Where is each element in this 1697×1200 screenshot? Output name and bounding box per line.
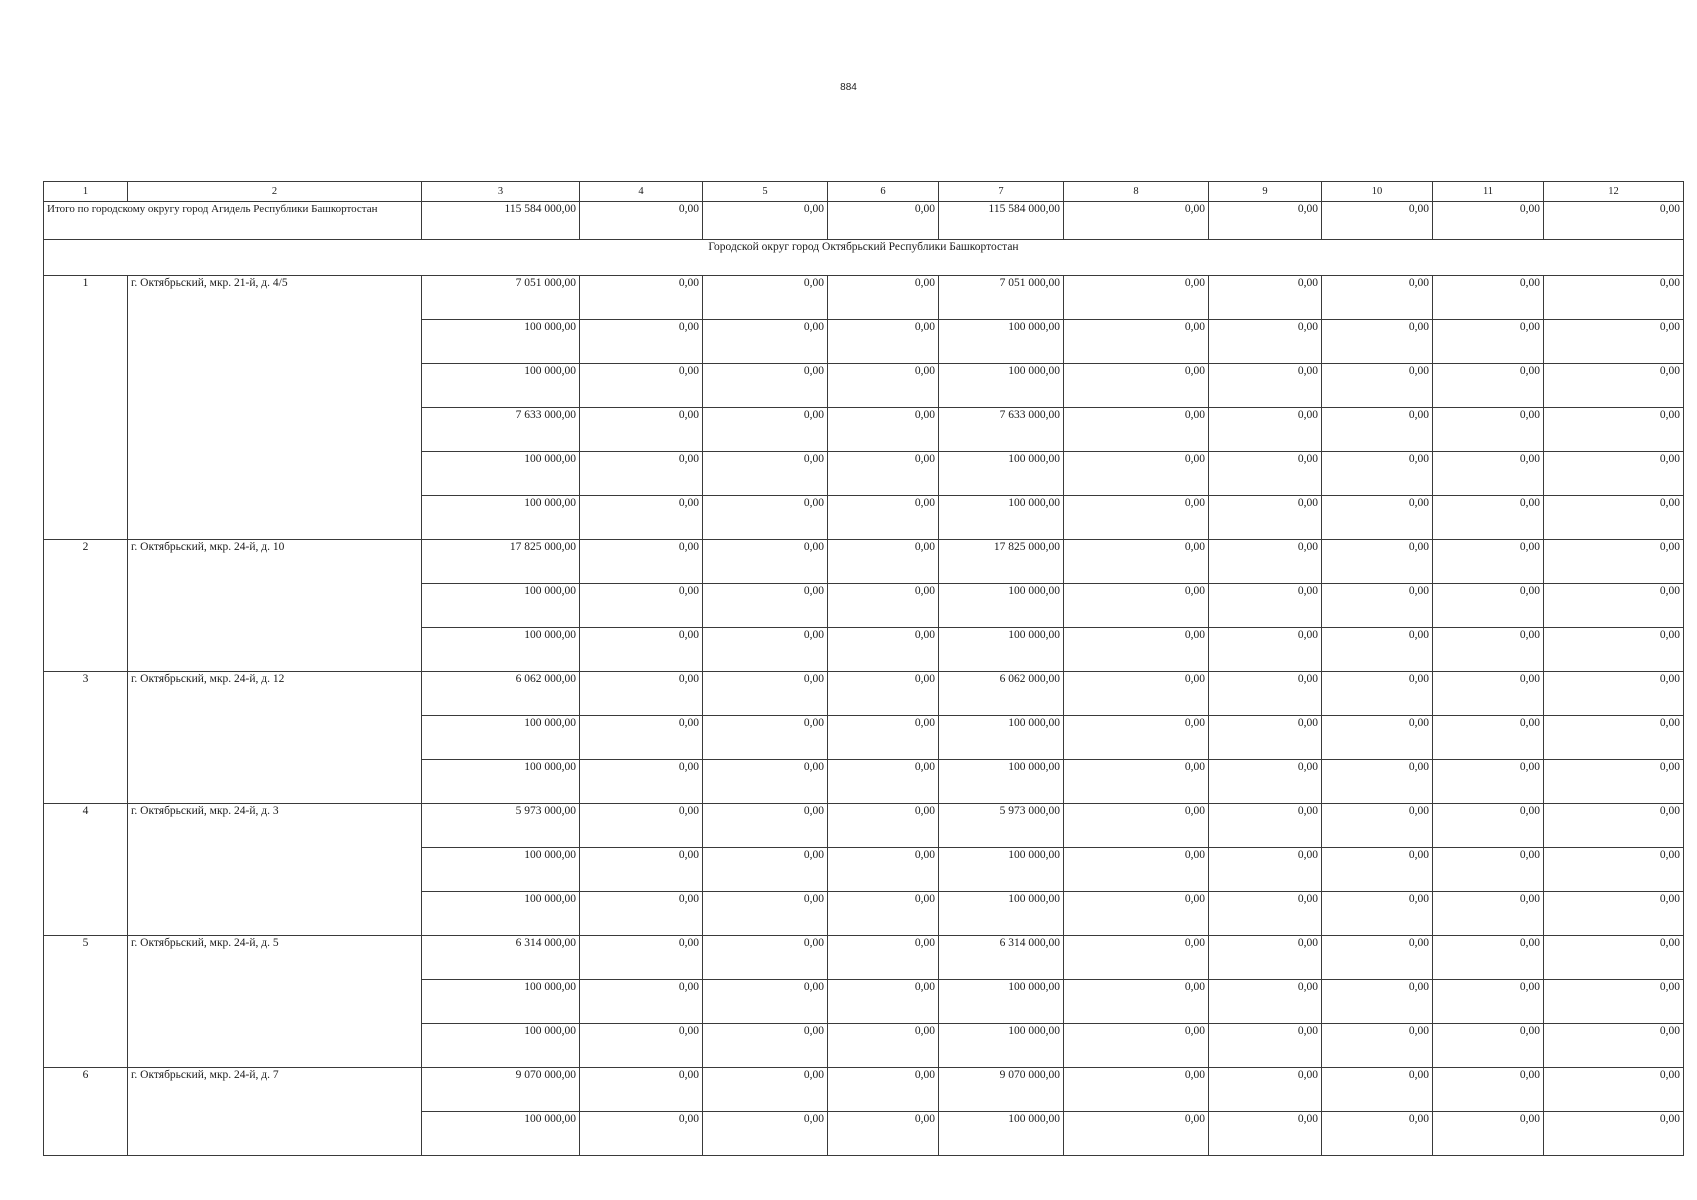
- cell-value: 0,00: [1433, 540, 1544, 584]
- cell-value: 0,00: [1544, 364, 1684, 408]
- cell-value: 9 070 000,00: [939, 1068, 1064, 1112]
- cell-value: 0,00: [1433, 716, 1544, 760]
- cell-value: 0,00: [1209, 452, 1322, 496]
- cell-value: 0,00: [580, 980, 703, 1024]
- cell-value: 0,00: [828, 364, 939, 408]
- cell-value: 100 000,00: [939, 584, 1064, 628]
- cell-value: 17 825 000,00: [939, 540, 1064, 584]
- cell-value: 0,00: [828, 540, 939, 584]
- cell-value: 0,00: [1544, 628, 1684, 672]
- cell-value: 0,00: [828, 1024, 939, 1068]
- table-row: [44, 672, 1684, 716]
- cell-value: 0,00: [703, 496, 828, 540]
- region-header-row: [44, 240, 1684, 276]
- cell-value: 0,00: [1064, 584, 1209, 628]
- cell-value: 6 062 000,00: [939, 672, 1064, 716]
- total-value: 115 584 000,00: [422, 202, 580, 240]
- cell-value: 0,00: [1322, 760, 1433, 804]
- cell-value: 0,00: [580, 364, 703, 408]
- cell-value: 0,00: [1322, 1068, 1433, 1112]
- cell-value: 0,00: [1322, 1112, 1433, 1156]
- column-header: 8: [1064, 182, 1209, 202]
- cell-value: 100 000,00: [422, 628, 580, 672]
- cell-value: 0,00: [580, 716, 703, 760]
- cell-value: 100 000,00: [422, 1112, 580, 1156]
- cell-value: 0,00: [1209, 364, 1322, 408]
- cell-value: 0,00: [1064, 892, 1209, 936]
- row-index: 6: [44, 1068, 128, 1156]
- cell-value: 0,00: [1544, 584, 1684, 628]
- table-row: [44, 1068, 1684, 1112]
- cell-value: 7 633 000,00: [422, 408, 580, 452]
- cell-value: 0,00: [1064, 980, 1209, 1024]
- cell-value: 0,00: [580, 1068, 703, 1112]
- cell-value: 0,00: [1544, 496, 1684, 540]
- table-row: [44, 540, 1684, 584]
- cell-value: 0,00: [828, 628, 939, 672]
- cell-value: 100 000,00: [939, 452, 1064, 496]
- column-header: 12: [1544, 182, 1684, 202]
- total-value: 0,00: [703, 202, 828, 240]
- cell-value: 0,00: [1433, 936, 1544, 980]
- cell-value: 0,00: [1433, 892, 1544, 936]
- cell-value: 0,00: [1433, 628, 1544, 672]
- cell-value: 0,00: [580, 892, 703, 936]
- cell-value: 5 973 000,00: [422, 804, 580, 848]
- cell-value: 0,00: [703, 276, 828, 320]
- cell-value: 0,00: [703, 1024, 828, 1068]
- cell-value: 0,00: [1209, 892, 1322, 936]
- cell-value: 0,00: [1544, 760, 1684, 804]
- cell-value: 0,00: [1209, 936, 1322, 980]
- row-address: г. Октябрьский, мкр. 24-й, д. 10: [128, 540, 422, 672]
- row-address: г. Октябрьский, мкр. 24-й, д. 7: [128, 1068, 422, 1156]
- cell-value: 0,00: [1064, 452, 1209, 496]
- cell-value: 0,00: [1322, 452, 1433, 496]
- cell-value: 100 000,00: [422, 760, 580, 804]
- total-value: 115 584 000,00: [939, 202, 1064, 240]
- cell-value: 0,00: [1209, 760, 1322, 804]
- cell-value: 100 000,00: [939, 320, 1064, 364]
- cell-value: 0,00: [580, 276, 703, 320]
- cell-value: 0,00: [1064, 716, 1209, 760]
- cell-value: 0,00: [1433, 1112, 1544, 1156]
- cell-value: 0,00: [828, 1112, 939, 1156]
- column-header: 1: [44, 182, 128, 202]
- cell-value: 0,00: [1322, 364, 1433, 408]
- cell-value: 0,00: [703, 320, 828, 364]
- cell-value: 0,00: [828, 276, 939, 320]
- cell-value: 0,00: [1322, 540, 1433, 584]
- row-index: 1: [44, 276, 128, 540]
- cell-value: 0,00: [1433, 320, 1544, 364]
- cell-value: 100 000,00: [422, 980, 580, 1024]
- cell-value: 9 070 000,00: [422, 1068, 580, 1112]
- cell-value: 0,00: [703, 936, 828, 980]
- cell-value: 100 000,00: [422, 496, 580, 540]
- cell-value: 0,00: [580, 408, 703, 452]
- cell-value: 0,00: [1209, 1024, 1322, 1068]
- cell-value: 0,00: [580, 936, 703, 980]
- cell-value: 0,00: [580, 1024, 703, 1068]
- cell-value: 0,00: [1209, 980, 1322, 1024]
- cell-value: 0,00: [580, 804, 703, 848]
- cell-value: 0,00: [828, 936, 939, 980]
- row-address: г. Октябрьский, мкр. 24-й, д. 12: [128, 672, 422, 804]
- cell-value: 0,00: [1064, 1068, 1209, 1112]
- cell-value: 0,00: [580, 320, 703, 364]
- cell-value: 0,00: [1209, 1068, 1322, 1112]
- row-address: г. Октябрьский, мкр. 24-й, д. 5: [128, 936, 422, 1068]
- cell-value: 0,00: [580, 848, 703, 892]
- cell-value: 0,00: [1544, 452, 1684, 496]
- cell-value: 0,00: [1433, 1024, 1544, 1068]
- cell-value: 0,00: [1322, 980, 1433, 1024]
- cell-value: 0,00: [1544, 892, 1684, 936]
- cell-value: 0,00: [1209, 848, 1322, 892]
- cell-value: 0,00: [1209, 408, 1322, 452]
- cell-value: 0,00: [1322, 408, 1433, 452]
- cell-value: 0,00: [1209, 276, 1322, 320]
- cell-value: 0,00: [1544, 716, 1684, 760]
- cell-value: 0,00: [828, 1068, 939, 1112]
- cell-value: 0,00: [1209, 716, 1322, 760]
- cell-value: 0,00: [828, 892, 939, 936]
- cell-value: 0,00: [1322, 848, 1433, 892]
- cell-value: 0,00: [1433, 1068, 1544, 1112]
- column-header: 7: [939, 182, 1064, 202]
- cell-value: 0,00: [580, 672, 703, 716]
- cell-value: 100 000,00: [939, 892, 1064, 936]
- cell-value: 100 000,00: [939, 716, 1064, 760]
- column-header: 11: [1433, 182, 1544, 202]
- cell-value: 0,00: [828, 672, 939, 716]
- column-header: 9: [1209, 182, 1322, 202]
- cell-value: 0,00: [703, 364, 828, 408]
- cell-value: 17 825 000,00: [422, 540, 580, 584]
- cell-value: 100 000,00: [939, 1024, 1064, 1068]
- cell-value: 0,00: [1544, 804, 1684, 848]
- cell-value: 0,00: [703, 804, 828, 848]
- cell-value: 0,00: [1322, 584, 1433, 628]
- cell-value: 0,00: [703, 452, 828, 496]
- cell-value: 0,00: [1209, 584, 1322, 628]
- cell-value: 100 000,00: [939, 364, 1064, 408]
- cell-value: 0,00: [828, 408, 939, 452]
- total-value: 0,00: [828, 202, 939, 240]
- table-body: [44, 182, 1684, 1156]
- cell-value: 7 633 000,00: [939, 408, 1064, 452]
- cell-value: 0,00: [580, 540, 703, 584]
- cell-value: 0,00: [1064, 1024, 1209, 1068]
- cell-value: 0,00: [580, 1112, 703, 1156]
- cell-value: 0,00: [828, 496, 939, 540]
- column-header: 10: [1322, 182, 1433, 202]
- cell-value: 0,00: [1322, 672, 1433, 716]
- page-number: 884: [840, 82, 857, 93]
- cell-value: 100 000,00: [422, 716, 580, 760]
- cell-value: 0,00: [580, 496, 703, 540]
- cell-value: 0,00: [1433, 452, 1544, 496]
- cell-value: 0,00: [828, 452, 939, 496]
- total-value: 0,00: [1209, 202, 1322, 240]
- cell-value: 7 051 000,00: [939, 276, 1064, 320]
- cell-value: 0,00: [703, 628, 828, 672]
- cell-value: 0,00: [828, 320, 939, 364]
- cell-value: 0,00: [828, 804, 939, 848]
- cell-value: 100 000,00: [422, 452, 580, 496]
- cell-value: 0,00: [1433, 760, 1544, 804]
- cell-value: 0,00: [1209, 672, 1322, 716]
- column-header: 5: [703, 182, 828, 202]
- cell-value: 100 000,00: [422, 364, 580, 408]
- cell-value: 0,00: [1544, 1024, 1684, 1068]
- budget-table: [43, 181, 1684, 1156]
- cell-value: 0,00: [1544, 540, 1684, 584]
- cell-value: 100 000,00: [422, 320, 580, 364]
- row-address: г. Октябрьский, мкр. 21-й, д. 4/5: [128, 276, 422, 540]
- cell-value: 0,00: [1064, 936, 1209, 980]
- cell-value: 100 000,00: [939, 980, 1064, 1024]
- cell-value: 0,00: [1544, 980, 1684, 1024]
- cell-value: 0,00: [1322, 716, 1433, 760]
- cell-value: 0,00: [1064, 408, 1209, 452]
- cell-value: 0,00: [1064, 628, 1209, 672]
- total-value: 0,00: [1544, 202, 1684, 240]
- cell-value: 0,00: [1322, 804, 1433, 848]
- total-value: 0,00: [1064, 202, 1209, 240]
- column-header: 4: [580, 182, 703, 202]
- column-header: 2: [128, 182, 422, 202]
- cell-value: 0,00: [1544, 408, 1684, 452]
- cell-value: 0,00: [1433, 804, 1544, 848]
- cell-value: 100 000,00: [939, 760, 1064, 804]
- cell-value: 0,00: [703, 760, 828, 804]
- row-index: 5: [44, 936, 128, 1068]
- cell-value: 0,00: [828, 716, 939, 760]
- cell-value: 0,00: [703, 540, 828, 584]
- cell-value: 100 000,00: [422, 584, 580, 628]
- cell-value: 0,00: [1322, 628, 1433, 672]
- total-value: 0,00: [580, 202, 703, 240]
- cell-value: 0,00: [1064, 760, 1209, 804]
- table-row: [44, 276, 1684, 320]
- row-address: г. Октябрьский, мкр. 24-й, д. 3: [128, 804, 422, 936]
- cell-value: 0,00: [1433, 408, 1544, 452]
- cell-value: 0,00: [703, 716, 828, 760]
- cell-value: 0,00: [1544, 276, 1684, 320]
- total-value: 0,00: [1322, 202, 1433, 240]
- cell-value: 0,00: [1064, 496, 1209, 540]
- cell-value: 0,00: [1322, 892, 1433, 936]
- cell-value: 6 062 000,00: [422, 672, 580, 716]
- region-title: Городской округ город Октябрьский Республики Башкортостан: [44, 240, 1684, 276]
- cell-value: 0,00: [703, 672, 828, 716]
- cell-value: 0,00: [1322, 320, 1433, 364]
- cell-value: 0,00: [828, 848, 939, 892]
- cell-value: 7 051 000,00: [422, 276, 580, 320]
- cell-value: 0,00: [1064, 672, 1209, 716]
- cell-value: 6 314 000,00: [422, 936, 580, 980]
- cell-value: 0,00: [703, 848, 828, 892]
- cell-value: 0,00: [1433, 496, 1544, 540]
- cell-value: 0,00: [1544, 936, 1684, 980]
- cell-value: 0,00: [1544, 1068, 1684, 1112]
- cell-value: 0,00: [580, 584, 703, 628]
- cell-value: 0,00: [1064, 364, 1209, 408]
- cell-value: 0,00: [1322, 1024, 1433, 1068]
- cell-value: 0,00: [1209, 496, 1322, 540]
- cell-value: 0,00: [703, 408, 828, 452]
- column-header: 3: [422, 182, 580, 202]
- column-header: 6: [828, 182, 939, 202]
- cell-value: 0,00: [1209, 628, 1322, 672]
- cell-value: 0,00: [1544, 1112, 1684, 1156]
- cell-value: 0,00: [580, 760, 703, 804]
- column-number-row: [44, 182, 1684, 202]
- total-value: 0,00: [1433, 202, 1544, 240]
- cell-value: 0,00: [1064, 1112, 1209, 1156]
- cell-value: 100 000,00: [939, 1112, 1064, 1156]
- cell-value: 0,00: [1209, 1112, 1322, 1156]
- cell-value: 100 000,00: [422, 1024, 580, 1068]
- cell-value: 0,00: [1544, 848, 1684, 892]
- table-row: [44, 804, 1684, 848]
- cell-value: 0,00: [1322, 496, 1433, 540]
- cell-value: 0,00: [1209, 320, 1322, 364]
- cell-value: 0,00: [1322, 276, 1433, 320]
- cell-value: 0,00: [828, 760, 939, 804]
- cell-value: 0,00: [1209, 804, 1322, 848]
- cell-value: 100 000,00: [939, 628, 1064, 672]
- cell-value: 0,00: [1433, 672, 1544, 716]
- cell-value: 100 000,00: [939, 496, 1064, 540]
- cell-value: 0,00: [703, 1112, 828, 1156]
- cell-value: 0,00: [1064, 804, 1209, 848]
- cell-value: 0,00: [703, 892, 828, 936]
- cell-value: 0,00: [1433, 584, 1544, 628]
- cell-value: 0,00: [828, 584, 939, 628]
- cell-value: 0,00: [828, 980, 939, 1024]
- table-row: [44, 936, 1684, 980]
- cell-value: 100 000,00: [422, 848, 580, 892]
- cell-value: 0,00: [1433, 980, 1544, 1024]
- total-label: Итого по городскому округу город Агидель Республики Башкортостан: [44, 202, 422, 240]
- row-index: 4: [44, 804, 128, 936]
- cell-value: 0,00: [703, 1068, 828, 1112]
- cell-value: 0,00: [1544, 672, 1684, 716]
- cell-value: 100 000,00: [422, 892, 580, 936]
- row-index: 3: [44, 672, 128, 804]
- cell-value: 0,00: [1433, 848, 1544, 892]
- cell-value: 0,00: [580, 452, 703, 496]
- cell-value: 100 000,00: [939, 848, 1064, 892]
- total-row: [44, 202, 1684, 240]
- cell-value: 0,00: [1433, 276, 1544, 320]
- cell-value: 0,00: [1064, 540, 1209, 584]
- cell-value: 0,00: [1322, 936, 1433, 980]
- cell-value: 0,00: [703, 584, 828, 628]
- cell-value: 0,00: [1064, 320, 1209, 364]
- cell-value: 0,00: [1209, 540, 1322, 584]
- cell-value: 0,00: [1544, 320, 1684, 364]
- cell-value: 0,00: [580, 628, 703, 672]
- cell-value: 5 973 000,00: [939, 804, 1064, 848]
- cell-value: 0,00: [1433, 364, 1544, 408]
- cell-value: 0,00: [1064, 276, 1209, 320]
- row-index: 2: [44, 540, 128, 672]
- cell-value: 0,00: [1064, 848, 1209, 892]
- cell-value: 6 314 000,00: [939, 936, 1064, 980]
- cell-value: 0,00: [703, 980, 828, 1024]
